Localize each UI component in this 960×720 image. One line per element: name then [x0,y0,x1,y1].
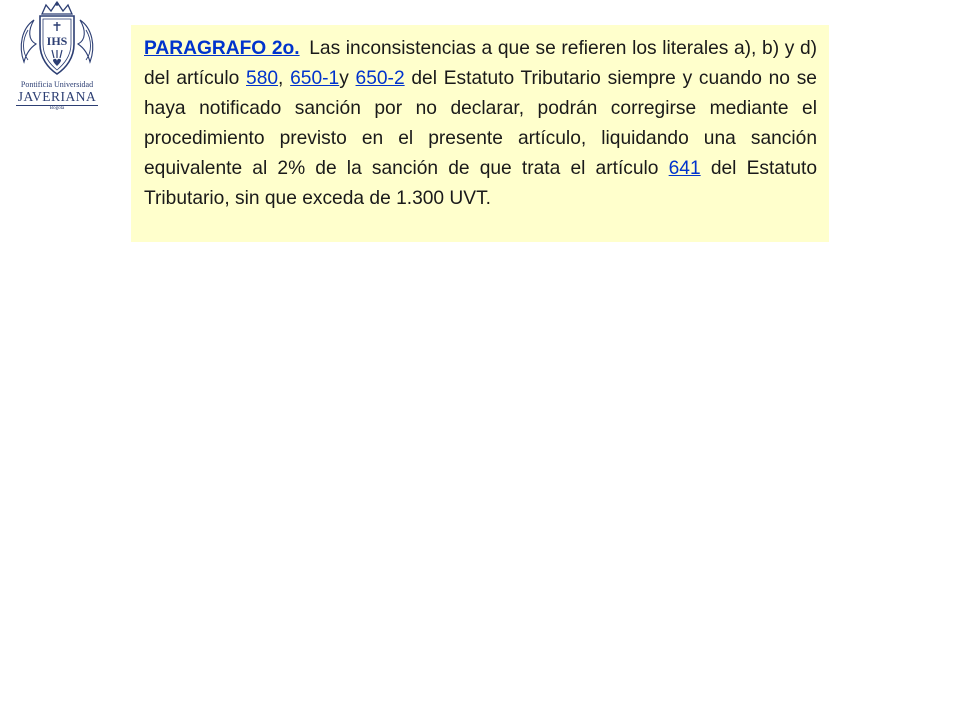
paragraph-text-part2: del Estatuto Tributario siempre y cuando no se haya notificado sanción por no declarar, podrán corregirse mediante el procedimiento previsto en el presente artículo, liquidando una sanción equivalente al 2% de la sanción de que trata el artículo [144,68,817,179]
paragraph-text-part3: del Estatuto Tributario, sin que exceda de 1.300 UVT. [144,158,817,209]
article-650-2-link[interactable]: 650-2 [355,68,405,89]
separator-comma: , [278,68,291,89]
logo-university-name: JAVERIANA [17,89,97,104]
logo-city: Bogotá [49,106,65,111]
paragraph-text-part1: Las inconsistencias a que se refieren los literales a), b) y d) del artículo [144,38,818,89]
university-crest-icon [12,0,102,80]
logo-university-type: Pontificia Universidad [20,80,94,89]
legal-note-box [131,25,829,242]
paragraph-heading-link[interactable]: PARAGRAFO 2o. [144,38,300,59]
university-logo [12,0,102,112]
article-580-link[interactable]: 580 [246,68,279,89]
article-650-1-link[interactable]: 650-1 [290,68,340,89]
separator-y: y [339,68,356,89]
crest-monogram: IHS [46,34,68,48]
article-641-link[interactable]: 641 [668,158,701,179]
paragraph-text [144,34,817,214]
